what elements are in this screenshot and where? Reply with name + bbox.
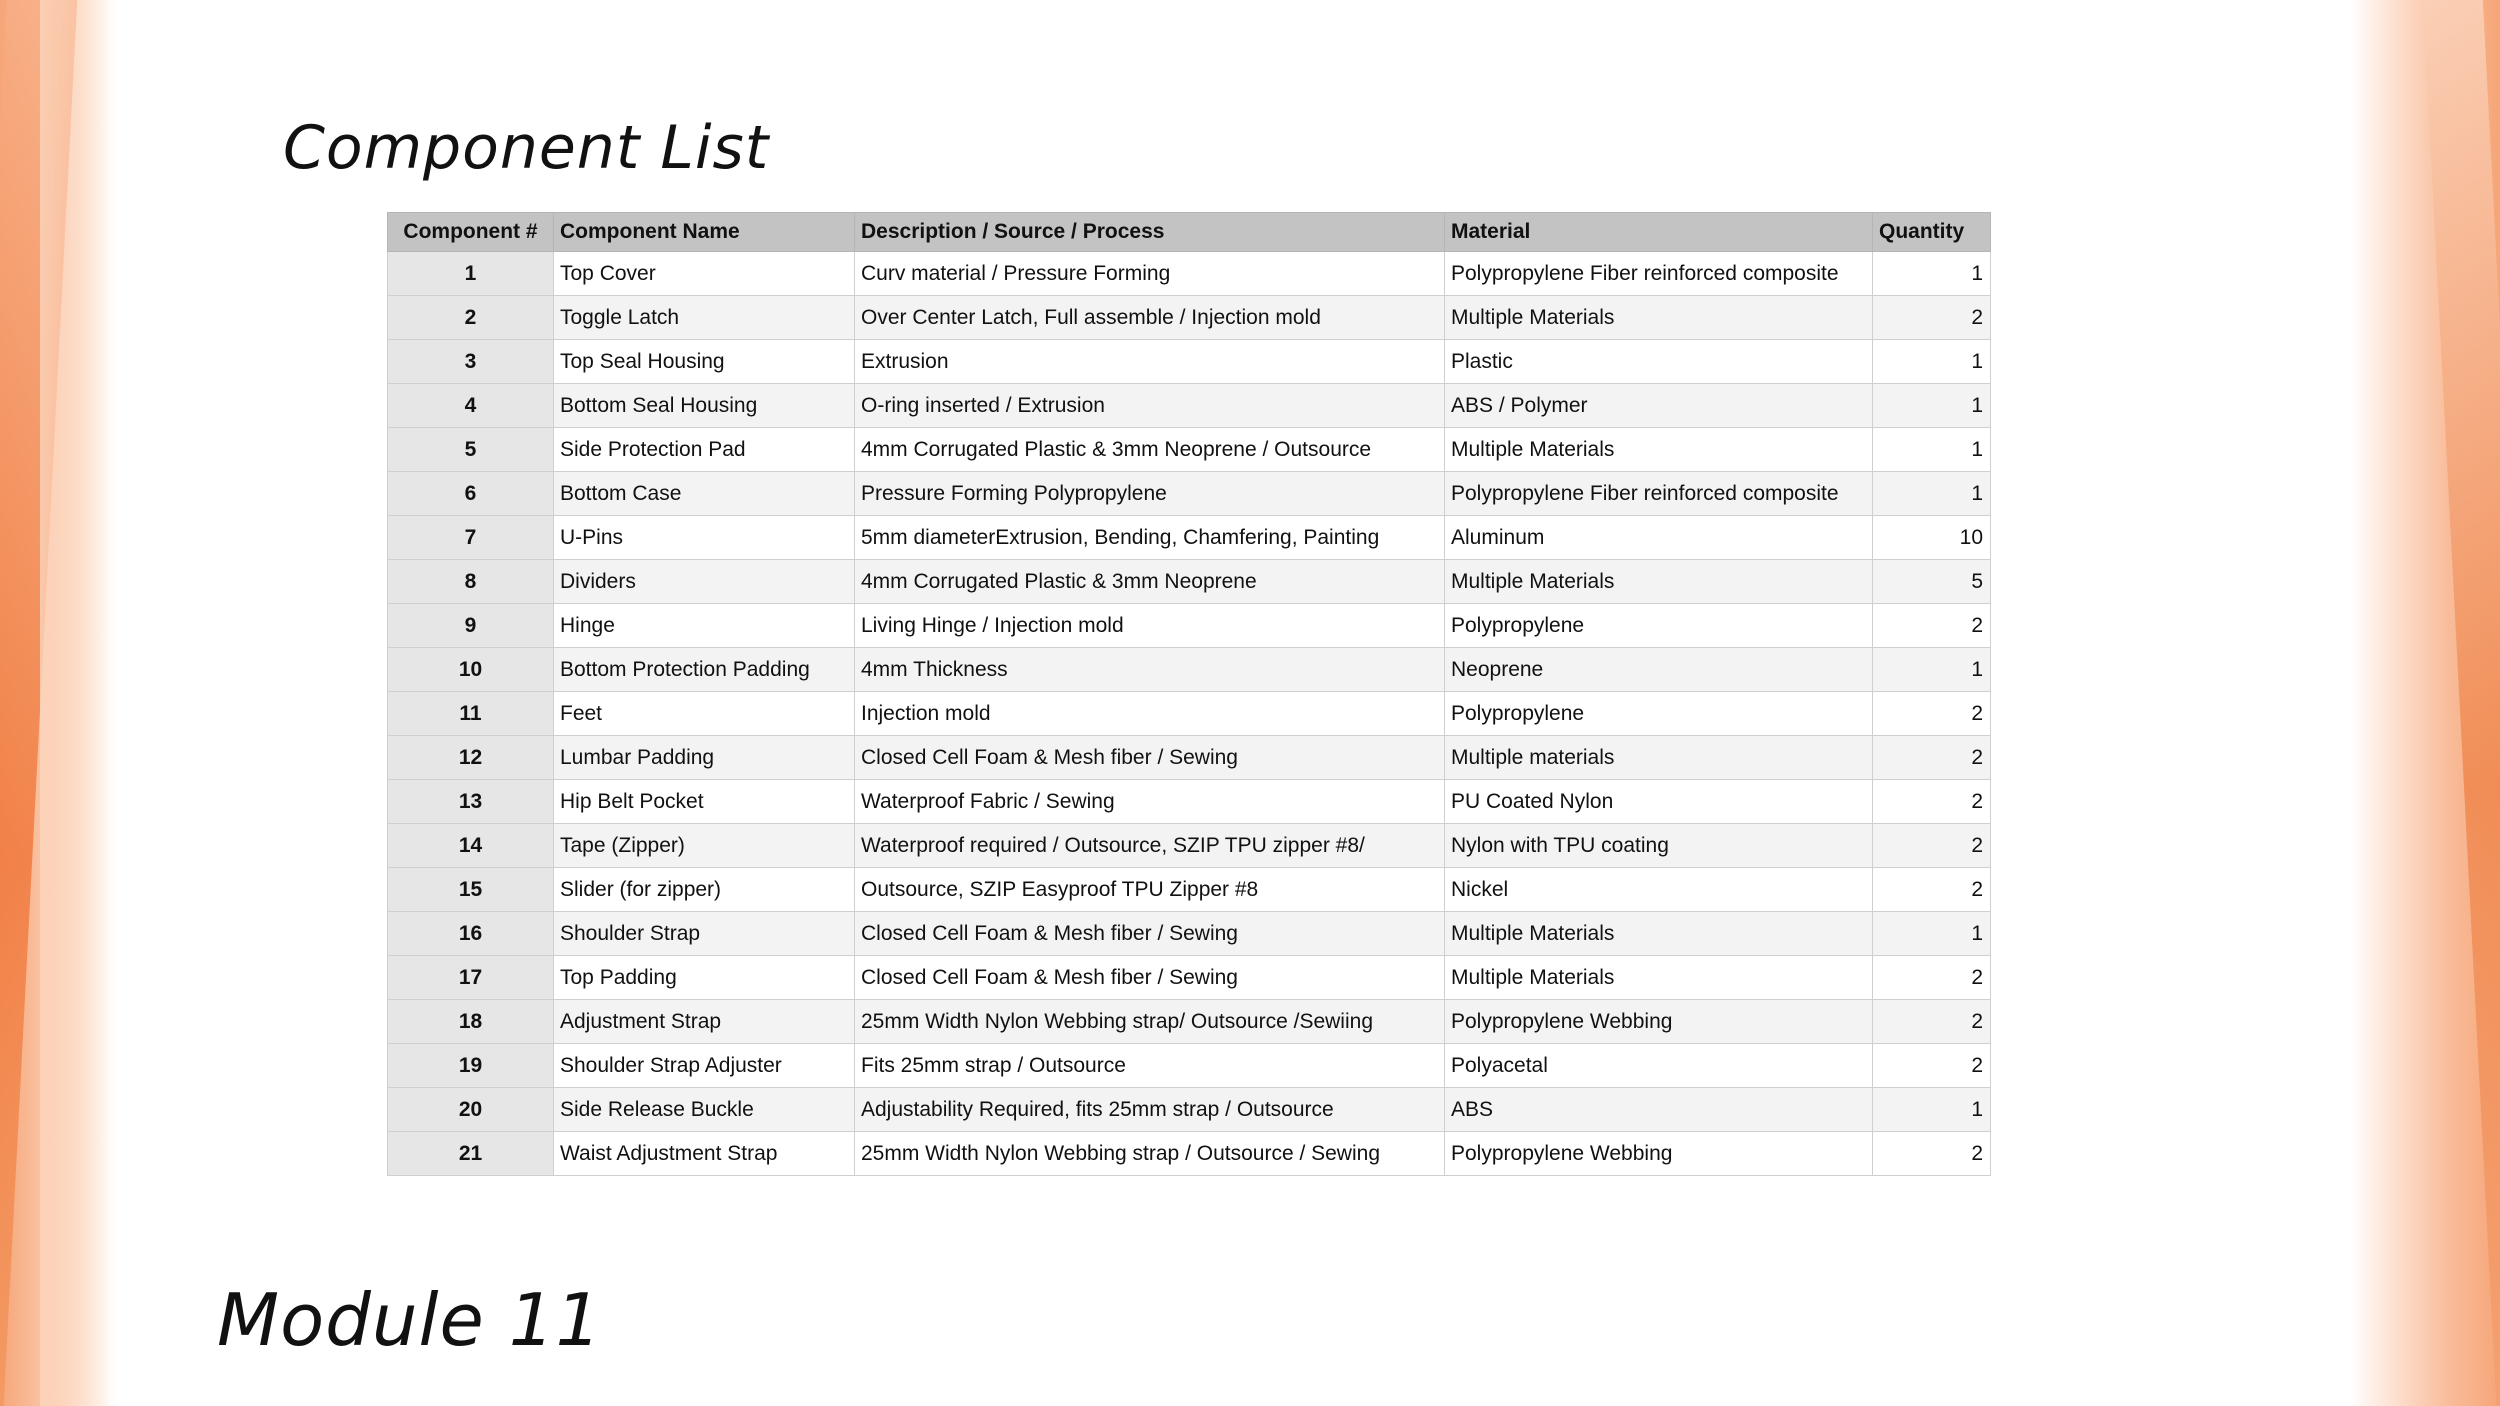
table-row	[388, 648, 1991, 692]
table-row	[388, 1000, 1991, 1044]
cell-description: Fits 25mm strap / Outsource	[855, 1044, 1445, 1088]
cell-component-number: 21	[388, 1132, 554, 1176]
cell-component-name: Feet	[554, 692, 855, 736]
table-body	[388, 252, 1991, 1176]
cell-description: Closed Cell Foam & Mesh fiber / Sewing	[855, 736, 1445, 780]
cell-material: Polypropylene Webbing	[1445, 1000, 1873, 1044]
cell-description: Extrusion	[855, 340, 1445, 384]
cell-component-number: 7	[388, 516, 554, 560]
cell-description: Over Center Latch, Full assemble / Injection mold	[855, 296, 1445, 340]
cell-material: Multiple Materials	[1445, 956, 1873, 1000]
cell-component-number: 12	[388, 736, 554, 780]
cell-quantity: 10	[1873, 516, 1991, 560]
cell-component-number: 15	[388, 868, 554, 912]
cell-description: Closed Cell Foam & Mesh fiber / Sewing	[855, 956, 1445, 1000]
cell-component-name: Shoulder Strap	[554, 912, 855, 956]
cell-component-number: 5	[388, 428, 554, 472]
table-header	[388, 213, 1991, 252]
cell-component-number: 1	[388, 252, 554, 296]
cell-quantity: 1	[1873, 252, 1991, 296]
table-row	[388, 1132, 1991, 1176]
cell-material: Plastic	[1445, 340, 1873, 384]
cell-component-number: 20	[388, 1088, 554, 1132]
cell-component-name: Top Cover	[554, 252, 855, 296]
cell-description: O-ring inserted / Extrusion	[855, 384, 1445, 428]
cell-component-number: 2	[388, 296, 554, 340]
cell-component-number: 19	[388, 1044, 554, 1088]
cell-component-name: Lumbar Padding	[554, 736, 855, 780]
table-row	[388, 384, 1991, 428]
cell-component-name: Side Release Buckle	[554, 1088, 855, 1132]
cell-material: PU Coated Nylon	[1445, 780, 1873, 824]
cell-component-number: 10	[388, 648, 554, 692]
table-row	[388, 604, 1991, 648]
cell-description: Pressure Forming Polypropylene	[855, 472, 1445, 516]
table-row	[388, 296, 1991, 340]
cell-component-name: Side Protection Pad	[554, 428, 855, 472]
cell-description: Living Hinge / Injection mold	[855, 604, 1445, 648]
cell-description: Curv material / Pressure Forming	[855, 252, 1445, 296]
slide-title: Component List	[283, 113, 770, 183]
table-row	[388, 736, 1991, 780]
cell-quantity: 1	[1873, 648, 1991, 692]
cell-material: Multiple Materials	[1445, 296, 1873, 340]
table-row	[388, 956, 1991, 1000]
cell-material: Nickel	[1445, 868, 1873, 912]
cell-material: Polypropylene	[1445, 692, 1873, 736]
cell-component-name: U-Pins	[554, 516, 855, 560]
table-row	[388, 472, 1991, 516]
header-component-number: Component #	[388, 213, 554, 252]
cell-material: Polyacetal	[1445, 1044, 1873, 1088]
cell-description: 4mm Corrugated Plastic & 3mm Neoprene / Outsource	[855, 428, 1445, 472]
table-row	[388, 340, 1991, 384]
cell-quantity: 1	[1873, 472, 1991, 516]
cell-component-name: Hinge	[554, 604, 855, 648]
cell-quantity: 2	[1873, 868, 1991, 912]
cell-component-number: 4	[388, 384, 554, 428]
cell-component-number: 18	[388, 1000, 554, 1044]
cell-quantity: 2	[1873, 956, 1991, 1000]
cell-material: Aluminum	[1445, 516, 1873, 560]
cell-quantity: 5	[1873, 560, 1991, 604]
cell-quantity: 1	[1873, 912, 1991, 956]
cell-material: Multiple Materials	[1445, 912, 1873, 956]
cell-quantity: 1	[1873, 384, 1991, 428]
cell-material: Polypropylene Fiber reinforced composite	[1445, 252, 1873, 296]
cell-quantity: 2	[1873, 604, 1991, 648]
cell-component-name: Dividers	[554, 560, 855, 604]
cell-quantity: 2	[1873, 780, 1991, 824]
table-row	[388, 1088, 1991, 1132]
cell-component-name: Shoulder Strap Adjuster	[554, 1044, 855, 1088]
table-row	[388, 912, 1991, 956]
cell-material: Nylon with TPU coating	[1445, 824, 1873, 868]
cell-material: Polypropylene Webbing	[1445, 1132, 1873, 1176]
cell-component-name: Slider (for zipper)	[554, 868, 855, 912]
cell-component-name: Top Seal Housing	[554, 340, 855, 384]
cell-material: Multiple Materials	[1445, 428, 1873, 472]
header-material: Material	[1445, 213, 1873, 252]
cell-material: ABS	[1445, 1088, 1873, 1132]
table-row	[388, 252, 1991, 296]
cell-material: Polypropylene	[1445, 604, 1873, 648]
cell-quantity: 2	[1873, 824, 1991, 868]
header-component-name: Component Name	[554, 213, 855, 252]
cell-component-number: 8	[388, 560, 554, 604]
cell-component-number: 17	[388, 956, 554, 1000]
cell-component-name: Tape (Zipper)	[554, 824, 855, 868]
cell-material: ABS / Polymer	[1445, 384, 1873, 428]
module-label: Module 11	[217, 1278, 603, 1362]
table-row	[388, 780, 1991, 824]
table-row	[388, 692, 1991, 736]
cell-material: Multiple Materials	[1445, 560, 1873, 604]
cell-material: Neoprene	[1445, 648, 1873, 692]
cell-description: Injection mold	[855, 692, 1445, 736]
component-table	[387, 212, 1991, 1176]
cell-component-number: 13	[388, 780, 554, 824]
table-row	[388, 428, 1991, 472]
cell-description: Closed Cell Foam & Mesh fiber / Sewing	[855, 912, 1445, 956]
cell-description: 4mm Thickness	[855, 648, 1445, 692]
cell-component-number: 14	[388, 824, 554, 868]
cell-material: Polypropylene Fiber reinforced composite	[1445, 472, 1873, 516]
cell-description: Waterproof required / Outsource, SZIP TPU zipper #8/	[855, 824, 1445, 868]
table-row	[388, 868, 1991, 912]
cell-component-name: Bottom Protection Padding	[554, 648, 855, 692]
cell-component-name: Bottom Case	[554, 472, 855, 516]
cell-component-name: Bottom Seal Housing	[554, 384, 855, 428]
cell-component-name: Waist Adjustment Strap	[554, 1132, 855, 1176]
cell-quantity: 1	[1873, 1088, 1991, 1132]
cell-quantity: 2	[1873, 1044, 1991, 1088]
cell-quantity: 2	[1873, 1000, 1991, 1044]
cell-description: Waterproof Fabric / Sewing	[855, 780, 1445, 824]
cell-component-number: 6	[388, 472, 554, 516]
cell-description: 25mm Width Nylon Webbing strap / Outsource / Sewing	[855, 1132, 1445, 1176]
cell-quantity: 1	[1873, 428, 1991, 472]
cell-component-number: 3	[388, 340, 554, 384]
header-quantity: Quantity	[1873, 213, 1991, 252]
cell-component-number: 9	[388, 604, 554, 648]
cell-component-number: 16	[388, 912, 554, 956]
cell-component-number: 11	[388, 692, 554, 736]
cell-component-name: Top Padding	[554, 956, 855, 1000]
header-row	[388, 213, 1991, 252]
table-row	[388, 824, 1991, 868]
cell-description: 5mm diameterExtrusion, Bending, Chamfering, Painting	[855, 516, 1445, 560]
cell-quantity: 2	[1873, 1132, 1991, 1176]
cell-quantity: 2	[1873, 296, 1991, 340]
table-row	[388, 516, 1991, 560]
cell-component-name: Adjustment Strap	[554, 1000, 855, 1044]
cell-description: Adjustability Required, fits 25mm strap / Outsource	[855, 1088, 1445, 1132]
left-soft-decoration	[40, 0, 120, 1406]
cell-component-name: Hip Belt Pocket	[554, 780, 855, 824]
cell-material: Multiple materials	[1445, 736, 1873, 780]
table-row	[388, 1044, 1991, 1088]
cell-component-name: Toggle Latch	[554, 296, 855, 340]
header-description: Description / Source / Process	[855, 213, 1445, 252]
cell-quantity: 1	[1873, 340, 1991, 384]
cell-description: 4mm Corrugated Plastic & 3mm Neoprene	[855, 560, 1445, 604]
cell-quantity: 2	[1873, 692, 1991, 736]
cell-description: 25mm Width Nylon Webbing strap/ Outsource /Sewiing	[855, 1000, 1445, 1044]
cell-quantity: 2	[1873, 736, 1991, 780]
cell-description: Outsource, SZIP Easyproof TPU Zipper #8	[855, 868, 1445, 912]
table-row	[388, 560, 1991, 604]
